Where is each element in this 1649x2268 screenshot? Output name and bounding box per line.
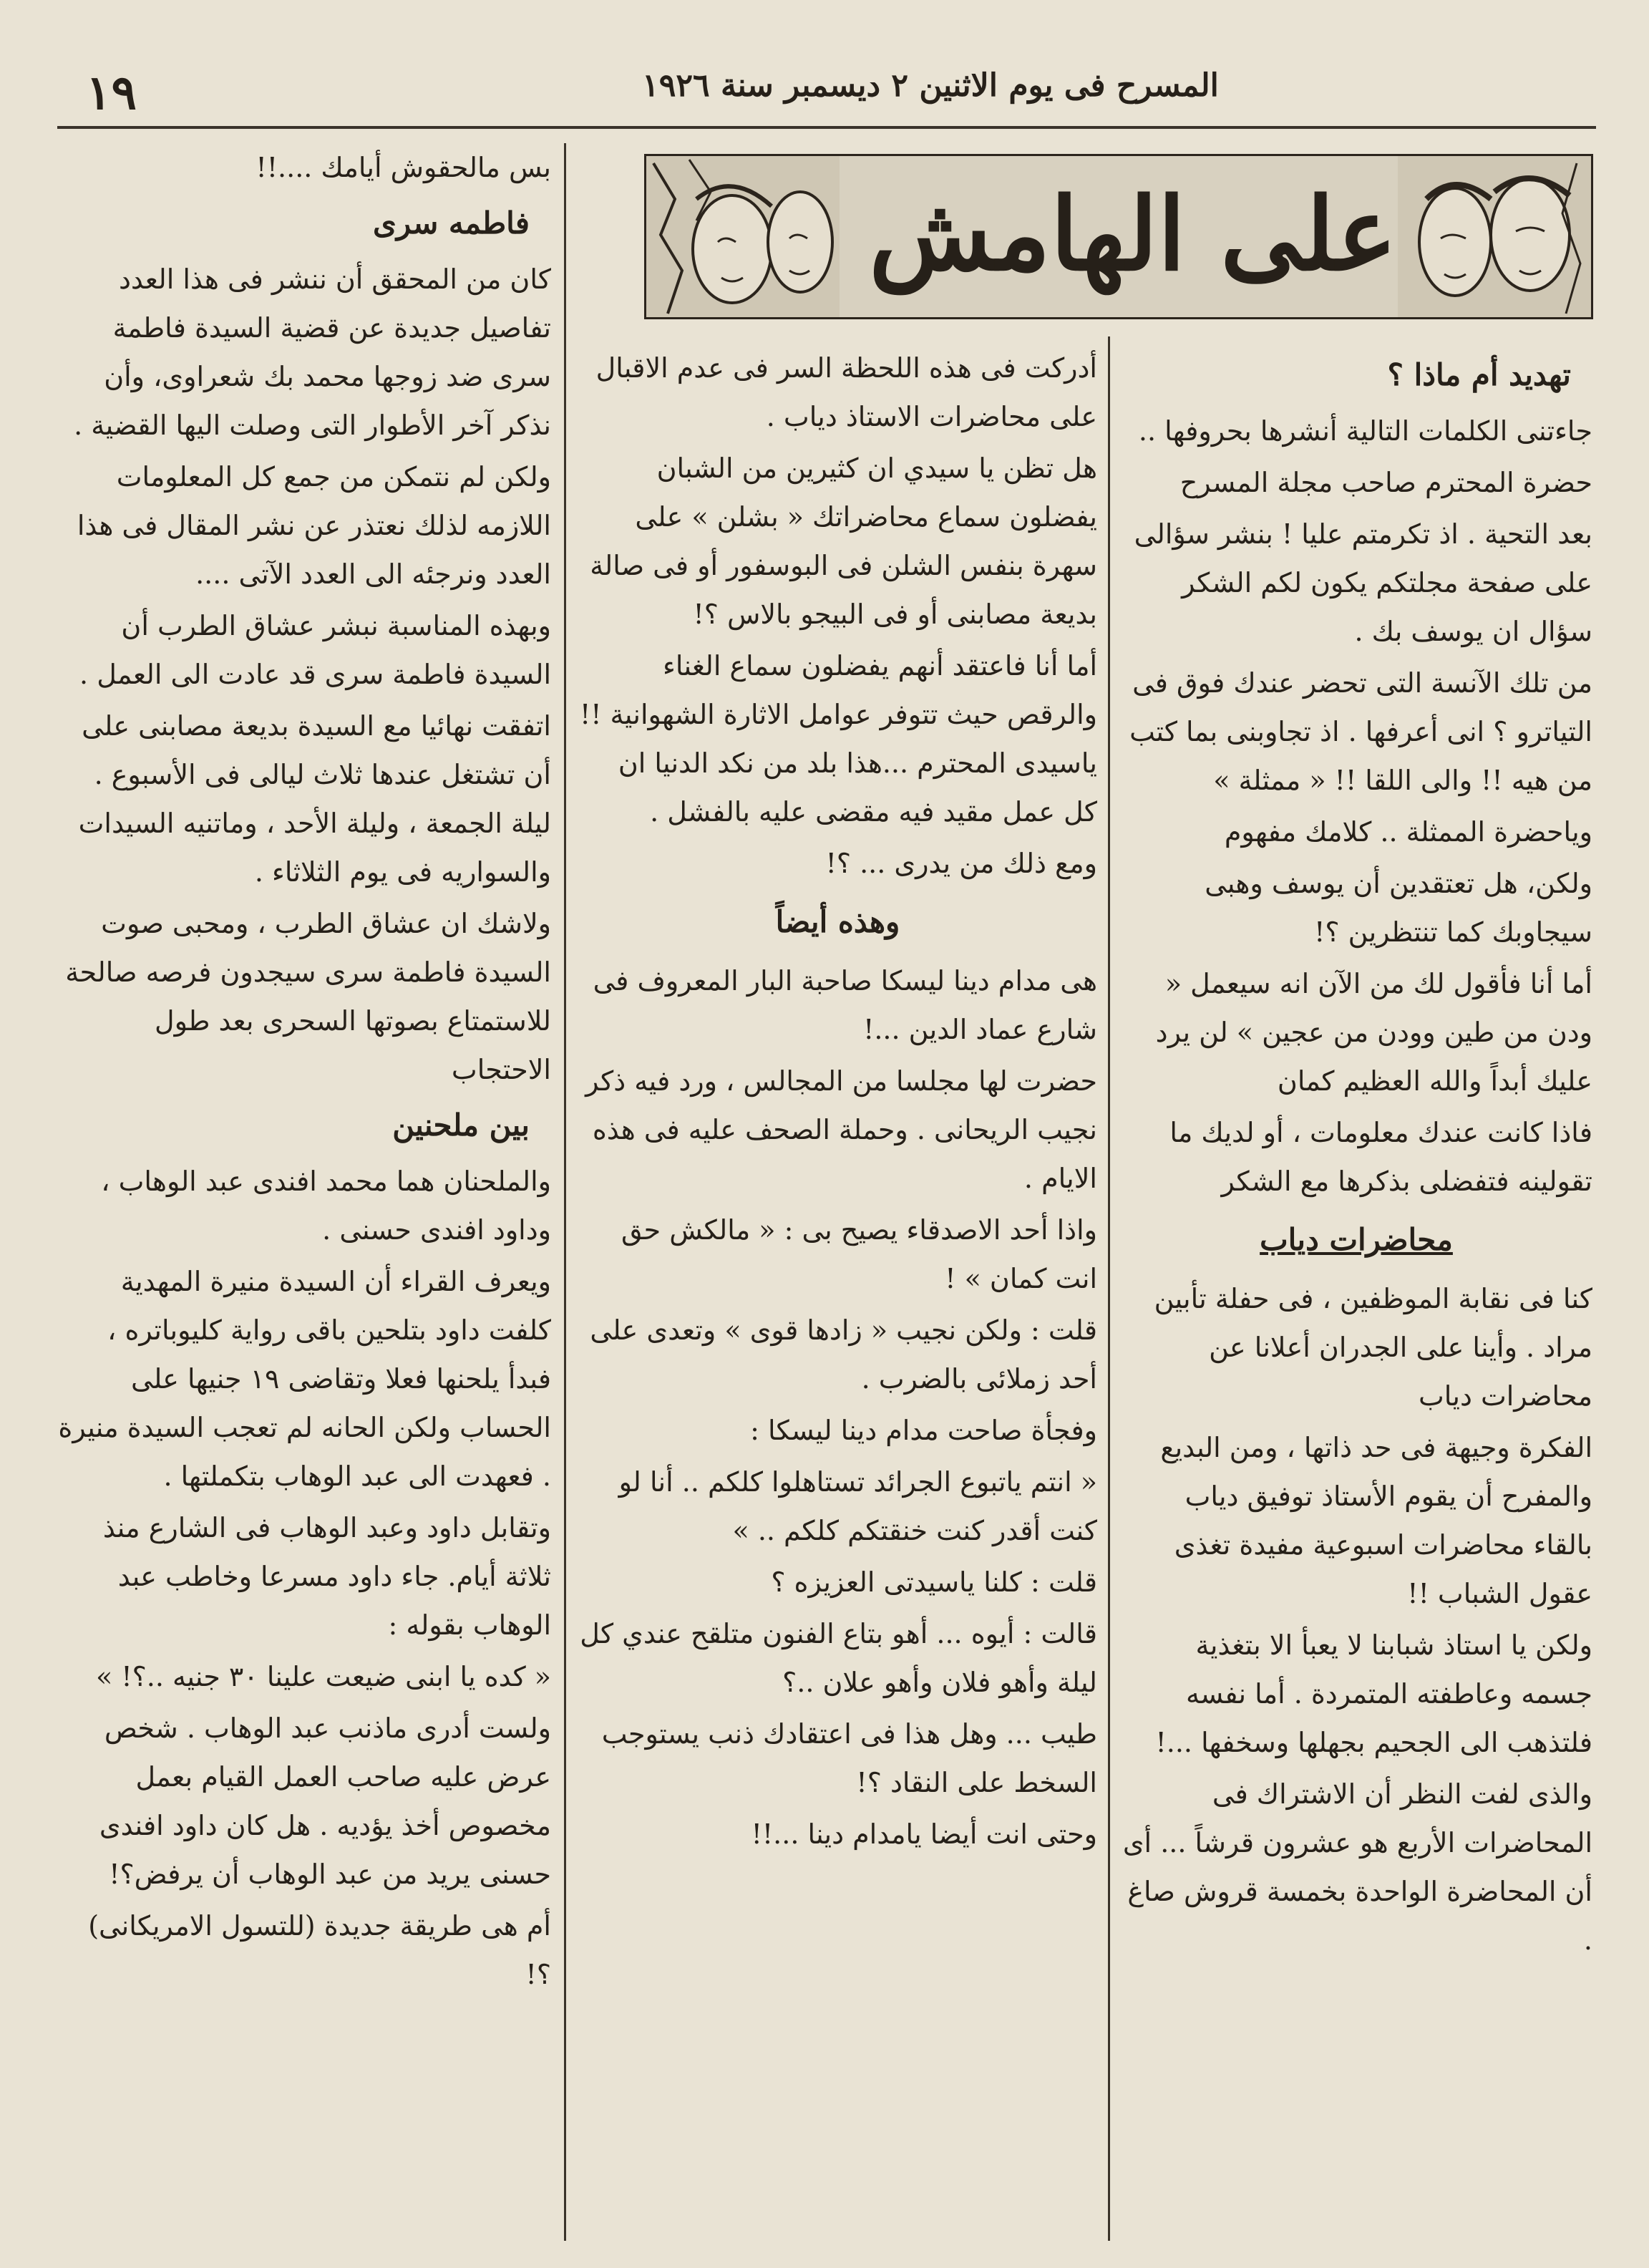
paragraph: هل تظن يا سيدي ان كثيرين من الشبان يفضلون سماع محاضراتك « بشلن » على سهرة بنفس الشلن فى البوسفور أو فى صالة بديعة مصابنى أو فى البيجو بالاس ؟!	[590, 452, 1097, 630]
paragraph: كنا فى نقابة الموظفين ، فى حفلة تأبين مراد . وأينا على الجدران أعلانا عن محاضرات دياب	[1154, 1283, 1592, 1412]
banner	[644, 154, 1593, 319]
paragraph: قلت : كلنا ياسيدتى العزيزه ؟	[771, 1566, 1097, 1598]
column-heading: بس مالحقوش أيامك ....!!	[256, 152, 551, 183]
paragraph: ومع ذلك من يدرى ... ؟!	[825, 848, 1097, 879]
middle-column	[578, 344, 1097, 2248]
paragraph: بعد التحية . اذ تكرمتم عليا ! بنشر سؤالى على صفحة مجلتكم يكون لكم الشكر سؤال ان يوسف بك .	[1134, 518, 1592, 647]
paragraph: أما أنا فأقول لك من الآن انه سيعمل « ودن من طين وودن من عجين » لن يرد عليك أبداً والله العظيم كمان	[1155, 968, 1592, 1097]
paragraph: وياحضرة الممثلة .. كلامك مفهوم	[1224, 816, 1592, 848]
paragraph: حضرت لها مجلسا من المجالس ، ورد فيه ذكر نجيب الريحانى . وحملة الصحف عليه فى هذه الايام .	[585, 1065, 1097, 1194]
column-divider-left	[564, 143, 566, 2241]
section-subhead: محاضرات دياب	[1260, 1222, 1453, 1257]
paragraph: ولكن، هل تعتقدين أن يوسف وهبى سيجاوبك كما تنتظرين ؟!	[1205, 868, 1592, 948]
left-column	[57, 143, 551, 2248]
paragraph: طيب ... وهل هذا فى اعتقادك ذنب يستوجب السخط على النقاد ؟!	[601, 1718, 1097, 1798]
page-number: ١٩	[86, 64, 137, 120]
paragraph: الفكرة وجيهة فى حد ذاتها ، ومن البديع والمفرح أن يقوم الأستاذ توفيق دياب بالقاء محاضرات اسبوعية مفيدة تغذى عقول الشباب !!	[1160, 1432, 1592, 1609]
paragraph: ويعرف القراء أن السيدة منيرة المهدية كلفت داود بتلحين باقى رواية كليوباتره ، فبدأ يلحنها فعلا وتقاضى ١٩ جنيها على الحساب ولكن الحانه لم تعجب السيدة منيرة . فعهدت الى عبد الوهاب بتكملتها .	[58, 1266, 551, 1492]
right-column	[1120, 344, 1592, 2248]
paragraph: هى مدام دينا ليسكا صاحبة البار المعروف فى شارع عماد الدين ...!	[593, 965, 1097, 1045]
section-subhead: تهديد أم ماذا ؟	[1387, 357, 1571, 392]
paragraph: من تلك الآنسة التى تحضر عندك فوق فى التياترو ؟ انى أعرفها . اذ تجاوبنى بما كتب من هيه !! والى اللقا !! « ممثلة »	[1129, 667, 1592, 796]
faces-illustration-left	[646, 156, 840, 317]
paragraph: « كده يا ابنى ضيعت علينا ٣٠ جنيه ..؟! »	[96, 1661, 551, 1692]
running-head: المسرح فى يوم الاثنين ٢ ديسمبر سنة ١٩٢٦	[642, 67, 1219, 104]
paragraph: وفجأة صاحت مدام دينا ليسكا :	[750, 1415, 1097, 1446]
paragraph: قالت : أيوه ... أهو بتاع الفنون متلقح عندي كل ليلة وأهو فلان وأهو علان ..؟	[580, 1618, 1097, 1698]
paragraph: وبهذه المناسبة نبشر عشاق الطرب أن السيدة فاطمة سرى قد عادت الى العمل .	[79, 610, 551, 690]
section-subhead: بين ملحنين	[392, 1108, 530, 1143]
paragraph: وتقابل داود وعبد الوهاب فى الشارع منذ ثلاثة أيام. جاء داود مسرعا وخاطب عبد الوهاب بقوله :	[102, 1512, 551, 1641]
paragraph: فاذا كانت عندك معلومات ، أو لديك ما تقولينه فتفضلى بذكرها مع الشكر	[1169, 1117, 1592, 1197]
paragraph: جاءتنى الكلمات التالية أنشرها بحروفها ..	[1138, 415, 1592, 447]
section-subhead: وهذه أيضاً	[775, 904, 900, 939]
paragraph: كان من المحقق أن ننشر فى هذا العدد تفاصيل جديدة عن قضية السيدة فاطمة سرى ضد زوجها محمد بك شعراوى، وأن نذكر آخر الأطوار التى وصلت اليها القضية .	[74, 263, 551, 441]
section-subhead: فاطمه سرى	[373, 205, 530, 241]
paragraph: أم هى طريقة جديدة (للتسول الامريكانى) ؟!	[88, 1910, 551, 1990]
paragraph: قلت : ولكن نجيب « زادها قوى » وتعدى على أحد زملائى بالضرب .	[590, 1314, 1097, 1395]
paragraph: وحتى انت أيضا يامدام دينا ...!!	[751, 1818, 1097, 1850]
faces-illustration-right	[1398, 156, 1591, 317]
paragraph: والذى لفت النظر أن الاشتراك فى المحاضرات الأربع هو عشرون قرشاً ... أى أن المحاضرة الواحدة بخمسة قروش صاغ .	[1122, 1778, 1592, 1956]
paragraph: ولكن يا استاذ شبابنا لا يعبأ الا بتغذية جسمه وعاطفته المتمردة . أما نفسه فلتذهب الى الجحيم بجهلها وسخفها ...!	[1155, 1629, 1592, 1758]
paragraph: ولست أدرى ماذنب عبد الوهاب . شخص عرض عليه صاحب العمل القيام بعمل مخصوص أخذ يؤديه . هل كان داود افندى حسنى يريد من عبد الوهاب أن يرفض؟!	[99, 1712, 551, 1890]
banner-title: على الهامش	[869, 176, 1397, 294]
page-header	[57, 57, 1596, 136]
paragraph: اتفقت نهائيا مع السيدة بديعة مصابنى على أن تشتغل عندها ثلاث ليالى فى الأسبوع . ليلة الجمعة ، وليلة الأحد ، وماتنيه السيدات والسواريه فى يوم الثلاثاء .	[78, 710, 551, 888]
paragraph: ولاشك ان عشاق الطرب ، ومحبى صوت السيدة فاطمة سرى سيجدون فرصه صالحة للاستمتاع بصوتها السحرى بعد طول الاحتجاب	[65, 908, 551, 1085]
paragraph: « انتم ياتبوع الجرائد تستاهلوا كلكم .. أنا لو كنت أقدر كنت خنقتكم كلكم .. »	[618, 1466, 1097, 1546]
paragraph: حضرة المحترم صاحب مجلة المسرح	[1179, 467, 1592, 498]
paragraph: أما أنا فاعتقد أنهم يفضلون سماع الغناء والرقص حيث تتوفر عوامل الاثارة الشهوانية !! ياسيدى المحترم ...هذا بلد من نكد الدنيا ان كل عمل مقيد فيه مقضى عليه بالفشل .	[579, 650, 1097, 828]
paragraph: ولكن لم نتمكن من جمع كل المعلومات اللازمه لذلك نعتذر عن نشر المقال فى هذا العدد ونرجئه الى العدد الآتى ....	[77, 461, 551, 590]
paragraph: والملحنان هما محمد افندى عبد الوهاب ، وداود افندى حسنى .	[101, 1166, 551, 1246]
header-rule	[57, 126, 1596, 129]
paragraph: واذا أحد الاصدقاء يصيح بى : « مالكش حق انت كمان » !	[621, 1214, 1097, 1294]
paragraph: أدركت فى هذه اللحظة السر فى عدم الاقبال على محاضرات الاستاذ دياب .	[595, 352, 1097, 432]
column-divider-right	[1108, 336, 1110, 2241]
